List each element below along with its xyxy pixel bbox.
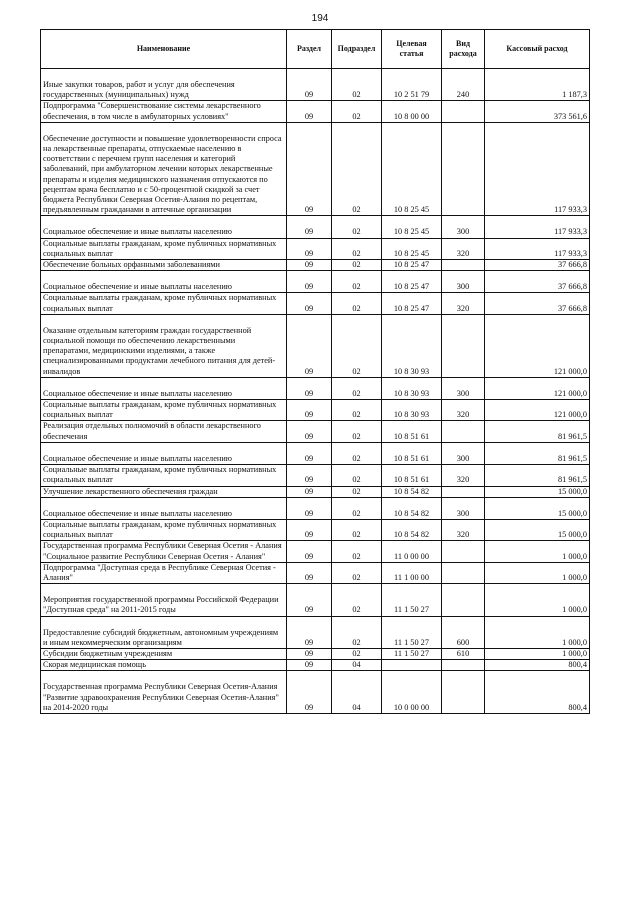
row-amount: 15 000,0 [485, 486, 590, 497]
row-name [41, 216, 287, 238]
row-subsection: 02 [332, 69, 382, 101]
header-subsection: Подраздел [332, 30, 382, 69]
row-target: 11 1 50 27 [382, 584, 442, 616]
row-section: 09 [287, 486, 332, 497]
row-section: 09 [287, 400, 332, 421]
row-kind [442, 584, 485, 616]
row-target: 10 8 51 61 [382, 421, 442, 442]
table-row [41, 101, 590, 122]
row-name [41, 377, 287, 399]
row-name [41, 648, 287, 659]
table-row [41, 69, 590, 101]
row-subsection: 02 [332, 616, 382, 648]
row-kind: 320 [442, 519, 485, 540]
row-target: 10 8 54 82 [382, 486, 442, 497]
header-amount: Кассовый расход [485, 30, 590, 69]
table-row [41, 519, 590, 540]
row-subsection: 02 [332, 648, 382, 659]
table-row [41, 122, 590, 216]
row-name-text: Иные закупки товаров, работ и услуг для обеспечения государственных (муниципальных) нужд [43, 80, 235, 100]
row-subsection: 02 [332, 541, 382, 562]
row-amount: 1 000,0 [485, 584, 590, 616]
row-target: 10 8 30 93 [382, 400, 442, 421]
row-name-text: Социальные выплаты гражданам, кроме публичных нормативных социальных выплат [43, 293, 277, 313]
page-number: 194 [311, 13, 329, 24]
row-kind [442, 421, 485, 442]
row-amount: 81 961,5 [485, 421, 590, 442]
row-subsection: 02 [332, 314, 382, 377]
row-name-text: Социальные выплаты гражданам, кроме публичных нормативных социальных выплат [43, 465, 277, 485]
row-target: 10 8 25 47 [382, 260, 442, 271]
row-name [41, 541, 287, 562]
row-target: 10 8 54 82 [382, 497, 442, 519]
row-section: 09 [287, 648, 332, 659]
table-row [41, 486, 590, 497]
row-amount: 117 933,3 [485, 216, 590, 238]
row-subsection: 02 [332, 122, 382, 216]
row-amount: 121 000,0 [485, 377, 590, 399]
table-row [41, 584, 590, 616]
header-section: Раздел [287, 30, 332, 69]
row-target: 10 8 25 45 [382, 238, 442, 259]
row-kind: 320 [442, 400, 485, 421]
row-name [41, 421, 287, 442]
row-name-text: Социальное обеспечение и иные выплаты населению [43, 227, 232, 237]
row-name [41, 486, 287, 497]
row-subsection: 04 [332, 671, 382, 714]
row-target: 10 8 25 47 [382, 293, 442, 314]
row-amount: 121 000,0 [485, 314, 590, 377]
table-row [41, 562, 590, 583]
row-target: 10 8 54 82 [382, 519, 442, 540]
row-subsection: 02 [332, 486, 382, 497]
row-target: 10 8 30 93 [382, 377, 442, 399]
row-section: 09 [287, 293, 332, 314]
row-target: 10 8 00 00 [382, 101, 442, 122]
row-section: 09 [287, 314, 332, 377]
row-section: 09 [287, 69, 332, 101]
row-name [41, 69, 287, 101]
table-row [41, 648, 590, 659]
row-name-text: Социальные выплаты гражданам, кроме публичных нормативных социальных выплат [43, 238, 277, 258]
row-name [41, 465, 287, 486]
row-name-text: Социальные выплаты гражданам, кроме публичных нормативных социальных выплат [43, 400, 277, 420]
row-section: 09 [287, 465, 332, 486]
row-name [41, 442, 287, 464]
row-subsection: 02 [332, 400, 382, 421]
row-subsection: 02 [332, 442, 382, 464]
row-target: 10 8 30 93 [382, 314, 442, 377]
row-section: 09 [287, 122, 332, 216]
row-kind: 300 [442, 377, 485, 399]
row-name [41, 562, 287, 583]
table-row [41, 541, 590, 562]
table-row [41, 421, 590, 442]
row-name-text: Социальное обеспечение и иные выплаты населению [43, 453, 232, 463]
table-row [41, 216, 590, 238]
row-section: 09 [287, 377, 332, 399]
row-section: 09 [287, 442, 332, 464]
row-section: 09 [287, 616, 332, 648]
row-section: 09 [287, 519, 332, 540]
row-subsection: 02 [332, 562, 382, 583]
row-name [41, 271, 287, 293]
table-row [41, 660, 590, 671]
row-subsection: 02 [332, 377, 382, 399]
row-kind: 610 [442, 648, 485, 659]
row-subsection: 02 [332, 421, 382, 442]
row-target: 10 8 25 45 [382, 122, 442, 216]
row-target: 11 1 50 27 [382, 648, 442, 659]
header-name: Наименование [41, 30, 287, 69]
row-name-text: Скорая медицинская помощь [43, 660, 146, 670]
header-target: Целевая статья [382, 30, 442, 69]
row-kind: 300 [442, 442, 485, 464]
row-amount: 15 000,0 [485, 497, 590, 519]
table-row [41, 377, 590, 399]
row-kind: 320 [442, 465, 485, 486]
row-kind [442, 660, 485, 671]
row-target: 10 0 00 00 [382, 671, 442, 714]
row-name [41, 671, 287, 714]
row-kind: 320 [442, 238, 485, 259]
row-kind [442, 314, 485, 377]
row-name [41, 616, 287, 648]
row-kind [442, 260, 485, 271]
row-amount: 81 961,5 [485, 465, 590, 486]
row-kind [442, 541, 485, 562]
row-target: 11 1 00 00 [382, 562, 442, 583]
row-amount: 117 933,3 [485, 238, 590, 259]
row-subsection: 02 [332, 238, 382, 259]
row-amount: 37 666,8 [485, 271, 590, 293]
row-name [41, 260, 287, 271]
row-target: 10 8 25 45 [382, 216, 442, 238]
row-name [41, 238, 287, 259]
row-name-text: Подпрограмма "Доступная среда в Республике Северная Осетия - Алания" [43, 562, 276, 582]
row-kind: 300 [442, 497, 485, 519]
row-kind [442, 562, 485, 583]
table-row [41, 314, 590, 377]
row-target: 10 2 51 79 [382, 69, 442, 101]
row-subsection: 02 [332, 260, 382, 271]
row-kind: 240 [442, 69, 485, 101]
row-kind [442, 122, 485, 216]
row-target: 11 0 00 00 [382, 541, 442, 562]
row-name-text: Улучшение лекарственного обеспечения граждан [43, 486, 218, 496]
row-amount: 81 961,5 [485, 442, 590, 464]
header-kind: Вид расхода [442, 30, 485, 69]
row-name-text: Государственная программа Республики Северная Осетия-Алания "Развитие здравоохранения Республики Северная Осетия-Алания" на 2014-2020 годы [43, 682, 279, 712]
row-name-text: Обеспечение доступности и повышение удовлетворенности спроса на лекарственные препараты, отпускаемые населению в соответствии с перечнем групп населения и категорий заболеваний, при амбулаторном лечении которых лекарственные препараты и изделия медицинского назначения отпускаются по рецептам врача бесплатно и с 50-процентной скидкой за счет бюджета Республики Северная Осетия-Алания по рецептам, предъявленным гражданами в аптечные организации [43, 133, 282, 215]
row-target: 10 8 25 47 [382, 271, 442, 293]
row-subsection: 02 [332, 216, 382, 238]
row-amount: 1 187,3 [485, 69, 590, 101]
row-name-text: Мероприятия государственной программы Российской Федерации "Доступная среда" на 2011-2015 годы [43, 595, 279, 615]
row-section: 09 [287, 238, 332, 259]
row-amount: 37 666,8 [485, 293, 590, 314]
table-row [41, 400, 590, 421]
row-name-text: Социальное обеспечение и иные выплаты населению [43, 508, 232, 518]
row-name [41, 519, 287, 540]
row-name [41, 497, 287, 519]
row-name-text: Социальные выплаты гражданам, кроме публичных нормативных социальных выплат [43, 519, 277, 540]
row-kind [442, 671, 485, 714]
row-amount: 800,4 [485, 660, 590, 671]
table-row [41, 293, 590, 314]
row-amount: 37 666,8 [485, 260, 590, 271]
row-amount: 15 000,0 [485, 519, 590, 540]
row-name-text: Предоставление субсидий бюджетным, автономным учреждениям и иным некоммерческим организациям [43, 627, 279, 647]
table-row [41, 465, 590, 486]
row-section: 09 [287, 101, 332, 122]
row-subsection: 02 [332, 519, 382, 540]
table-row [41, 238, 590, 259]
row-name [41, 101, 287, 122]
row-target: 10 8 51 61 [382, 465, 442, 486]
row-name [41, 122, 287, 216]
row-name-text: Обеспечение больных орфанными заболеваниями [43, 260, 221, 270]
row-name-text: Субсидии бюджетным учреждениям [43, 648, 173, 658]
table-row [41, 271, 590, 293]
row-amount: 1 000,0 [485, 562, 590, 583]
row-kind [442, 486, 485, 497]
row-kind: 300 [442, 216, 485, 238]
row-target [382, 660, 442, 671]
row-section: 09 [287, 421, 332, 442]
row-section: 09 [287, 260, 332, 271]
row-section: 09 [287, 216, 332, 238]
row-section: 09 [287, 660, 332, 671]
row-name [41, 293, 287, 314]
row-kind: 600 [442, 616, 485, 648]
row-name-text: Государственная программа Республики Северная Осетия - Алания "Социальное развитие Республики Северная Осетия - Алания" [43, 541, 282, 561]
row-kind: 320 [442, 293, 485, 314]
row-section: 09 [287, 584, 332, 616]
row-name [41, 584, 287, 616]
row-section: 09 [287, 271, 332, 293]
row-amount: 800,4 [485, 671, 590, 714]
row-name-text: Оказание отдельным категориям граждан государственной социальной помощи по обеспечению лекарственными препаратами, медицинскими изделиями, а также специализированными продуктами лечебного питания для детей-инвалидов [43, 325, 276, 376]
table-row [41, 497, 590, 519]
row-name-text: Социальное обеспечение и иные выплаты населению [43, 388, 232, 398]
row-name [41, 660, 287, 671]
table-header-row [41, 30, 590, 69]
row-name-text: Подпрограмма "Совершенствование системы лекарственного обеспечения, в том числе в амбулаторных условиях" [43, 101, 261, 121]
row-amount: 117 933,3 [485, 122, 590, 216]
row-name-text: Реализация отдельных полномочий в области лекарственного обеспечения [43, 421, 261, 441]
table-row [41, 616, 590, 648]
row-section: 09 [287, 562, 332, 583]
row-kind [442, 101, 485, 122]
row-target: 11 1 50 27 [382, 616, 442, 648]
row-amount: 121 000,0 [485, 400, 590, 421]
row-name-text: Социальное обеспечение и иные выплаты населению [43, 282, 232, 292]
row-subsection: 02 [332, 497, 382, 519]
row-amount: 1 000,0 [485, 648, 590, 659]
row-subsection: 02 [332, 293, 382, 314]
row-subsection: 02 [332, 271, 382, 293]
row-amount: 1 000,0 [485, 541, 590, 562]
row-amount: 1 000,0 [485, 616, 590, 648]
table-row [41, 260, 590, 271]
table-row [41, 671, 590, 714]
row-name [41, 400, 287, 421]
row-section: 09 [287, 671, 332, 714]
row-subsection: 02 [332, 101, 382, 122]
budget-table [40, 29, 590, 714]
row-amount: 373 561,6 [485, 101, 590, 122]
row-kind: 300 [442, 271, 485, 293]
table-row [41, 442, 590, 464]
row-subsection: 02 [332, 584, 382, 616]
row-section: 09 [287, 541, 332, 562]
row-name [41, 314, 287, 377]
row-subsection: 02 [332, 465, 382, 486]
row-target: 10 8 51 61 [382, 442, 442, 464]
row-subsection: 04 [332, 660, 382, 671]
row-section: 09 [287, 497, 332, 519]
